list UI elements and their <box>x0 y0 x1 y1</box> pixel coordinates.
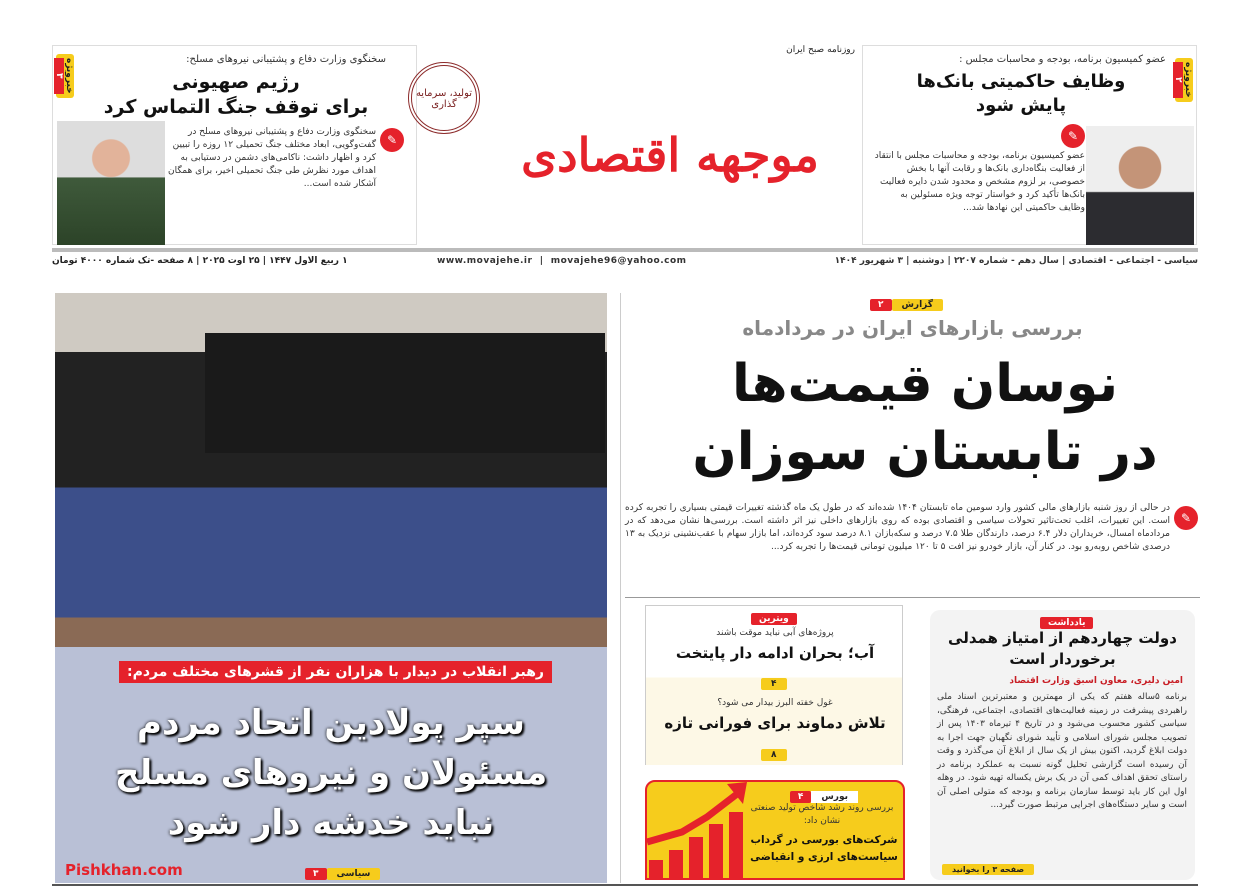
seal-logo: تولید، سرمایه گذاری <box>408 62 480 134</box>
column-divider <box>620 293 621 883</box>
kicker: عضو کمیسیون برنامه، بودجه و محاسبات مجلس : <box>959 54 1166 65</box>
read-more-link[interactable]: صفحه ۳ را بخوانید <box>942 864 1034 875</box>
mp-photo <box>1086 126 1194 245</box>
main-photo <box>55 293 607 883</box>
headline <box>935 628 1190 670</box>
vitrine-box <box>645 605 903 765</box>
headline-line: سپر پولادین اتحاد مردم <box>137 703 525 743</box>
page-link[interactable]: ۸ <box>761 749 787 761</box>
info-bar <box>52 248 1198 270</box>
rising-chart-icon <box>647 782 747 880</box>
top-right-news-box <box>862 45 1197 245</box>
top-left-news-box <box>52 45 417 245</box>
tag-page: ۲ <box>1173 62 1183 98</box>
tag-label: خبرویژه <box>64 58 74 94</box>
headline <box>665 350 1185 486</box>
kicker: بررسی روند رشد شاخص تولید صنعتی نشان داد: <box>750 803 894 826</box>
headline <box>749 832 899 866</box>
headline-line: وظایف حاکمیتی بانک‌ها <box>916 71 1126 92</box>
kicker: غول خفته البرز بیدار می شود؟ <box>717 698 833 708</box>
kicker-red-box: رهبر انقلاب در دیدار با هزاران نفر از قشرهای مختلف مردم: <box>119 661 552 683</box>
headline-line: سیاست‌های ارزی و انقباضی <box>750 851 898 863</box>
kicker: سخنگوی وزارت دفاع و پشتیبانی نیروهای مسلح: <box>186 54 386 65</box>
section-name: یادداشت <box>1040 617 1093 629</box>
tagline: روزنامه صبح ایران <box>786 45 855 55</box>
kicker: پروژه‌های آبی نباید موقت باشند <box>716 628 834 638</box>
article-body: در حالی از روز شنبه بازارهای مالی کشور وارد سومین ماه تابستان ۱۴۰۴ شده‌اند که در طول یک ماه گذشته تغییرات قیمتی بسیاری را تجربه کرده است. این تغییرات، اغلب تحت‌تاثیر تحولات سیاسی و اقتصادی بوده که روی بازارهای داخلی نیز اثر داشته است. بررسی‌ها نشان می‌دهد که در مردادماه امسال، خریداران دلار ۶.۴ درصد، دارندگان طلا ۷.۵ درصد و سکه‌بازان ۸.۱ درصد سود کرده‌اند، اما بازار سهام با عقب‌نشینی نزدیک به ۱۳ درصدی شاخص روبه‌رو بود. در کنار آن، بازار خودرو نیز افت ۵ تا ۱۲۰ میلیون تومانی قیمت‌ها را تجربه کرد... <box>625 503 1170 552</box>
issue-info: سیاسی - اجتماعی - اقتصادی | سال دهم - شماره ۲۲۰۷ | دوشنبه | ۳ شهریور ۱۴۰۴ <box>834 256 1198 266</box>
headline-line: برای توقف جنگ التماس کرد <box>103 96 369 118</box>
headline-line: پایش شود <box>975 95 1067 116</box>
article-body: برنامه ۵ساله هفتم که یکی از مهمترین و معتبرترین اسناد ملی راهبردی پیشرفت در زمینه فعالیت‌های اقتصادی، اجتماعی، فرهنگی، سیاسی کشور محسوب می‌شود و در تاریخ ۴ تیرماه ۱۴۰۳ پس از تصویب مجلس شورای اسلامی و تأیید شورای نگهبان جهت اجرا به دولت ابلاغ گردید، اکنون بیش از یک سال از ابلاغ آن می‌گذرد و وقت آن رسیده است گزارشی تحلیل گونه نسبت به عملکرد برنامه در راستای تحقق اهداف کمی آن در یک برش یکساله تهیه شود. در وهله اول این کار باید توسط سازمان برنامه و بودجه که متولی اصلی آن است و سایر دستگاه‌های اجرایی مرتبط صورت گیرد... <box>937 692 1188 810</box>
section-label <box>751 606 797 625</box>
divider <box>625 597 1200 598</box>
section-name: ویترین <box>751 613 797 625</box>
pen-icon: ✎ <box>1061 124 1085 148</box>
tag-label: خبرویژه <box>1183 62 1193 98</box>
headline <box>876 70 1166 118</box>
pen-icon: ✎ <box>380 128 404 152</box>
section-label <box>870 292 943 311</box>
section-label <box>305 868 380 880</box>
kicker: بررسی بازارهای ایران در مردادماه <box>742 316 1083 340</box>
bourse-box <box>645 780 905 880</box>
tag-page: ۳ <box>54 58 64 94</box>
headline-line: دولت چهاردهم از امتیاز همدلی <box>948 629 1177 647</box>
page-number: ۳ <box>305 868 327 880</box>
article-body: سخنگوی وزارت دفاع و پشتیبانی نیروهای مسلح در گفت‌وگویی، ابعاد مختلف جنگ تحمیلی ۱۲ روزه را تبیین کرد و اظهار داشت: ناکامی‌های دشمن در دستیابی به اهداف مورد نظرش طی جنگ تحمیلی اخیر، برای همگان آشکار شده است... <box>167 127 376 189</box>
headline-line: مسئولان و نیروهای مسلح <box>114 753 548 793</box>
newspaper-title: موجهه اقتصادی <box>521 128 819 182</box>
page-number: ۴ <box>790 791 812 803</box>
author: امین دلیری، معاون اسبق وزارت اقتصاد <box>1009 676 1183 686</box>
lead-story <box>625 290 1200 600</box>
date-price-info: ۱ ربیع الاول ۱۴۴۷ | ۲۵ اوت ۲۰۲۵ | ۸ صفحه -تک شماره ۴۰۰۰ تومان <box>52 256 348 266</box>
section-name: بورس <box>811 791 858 803</box>
headline-line: در تابستان سوزان <box>692 422 1158 482</box>
page-link[interactable]: ۴ <box>761 678 787 690</box>
section-name: سیاسی <box>327 868 381 880</box>
section-label <box>1040 610 1093 629</box>
watermark: Pishkhan.com <box>65 861 183 879</box>
section-tag <box>56 54 74 98</box>
page-number: ۲ <box>870 299 892 311</box>
editorial-box <box>930 610 1195 880</box>
banner-calligraphy <box>205 333 605 453</box>
headline-line: نوسان قیمت‌ها <box>731 354 1119 414</box>
section-tag <box>1175 58 1193 102</box>
website-email[interactable]: www.movajehe.ir | movajehe96@yahoo.com <box>437 256 687 266</box>
article-body: عضو کمیسیون برنامه، بودجه و محاسبات مجلس با انتقاد از فعالیت بنگاه‌داری بانک‌ها و رقابت آنها با بخش خصوصی، بر لزوم مشخص و محدود شدن دایره فعالیت بانک‌ها تأکید کرد و خواستار توجه ویژه مسئولین به وظایف حاکمیتی این نهادها شد... <box>874 151 1085 213</box>
spokesman-photo <box>57 121 165 245</box>
headline: آب؛ بحران ادامه دار پایتخت <box>675 644 875 662</box>
headline-line: برخوردار است <box>1009 650 1116 668</box>
pen-icon: ✎ <box>1174 506 1198 530</box>
headline: تلاش دماوند برای فورانی تازه <box>664 714 886 732</box>
section-label <box>790 784 858 803</box>
photo-headline <box>81 698 581 848</box>
headline-line: شرکت‌های بورسی در گرداب <box>750 834 898 846</box>
headline-line: رژیم صهیونی <box>172 71 300 93</box>
section-name: گزارش <box>892 299 944 311</box>
bottom-rule <box>52 884 1198 886</box>
headline-line: نباید خدشه دار شود <box>167 803 495 843</box>
headline <box>86 70 386 120</box>
masthead-logo <box>405 40 855 245</box>
